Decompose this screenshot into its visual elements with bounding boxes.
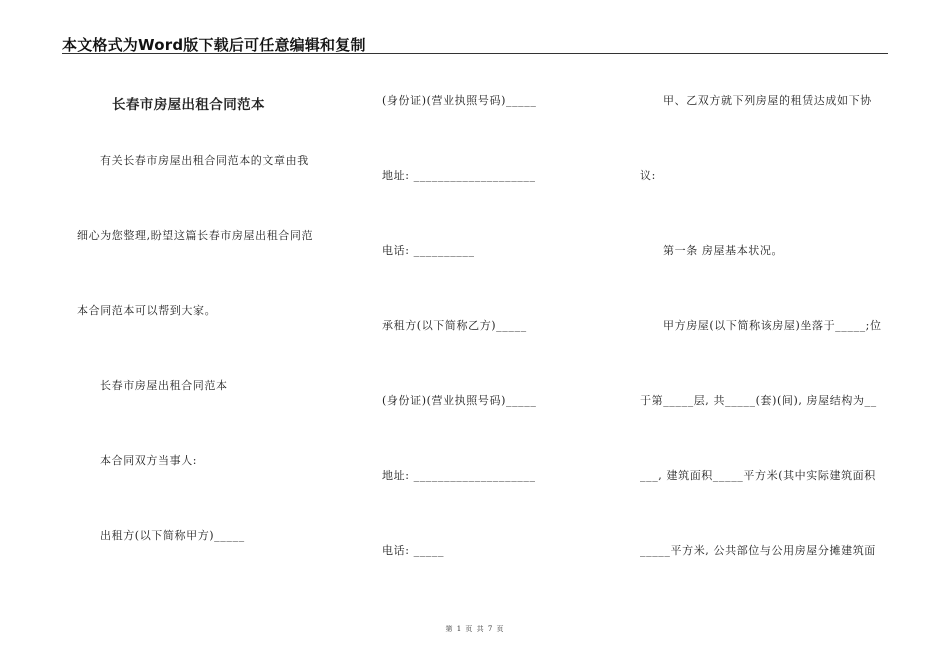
paragraph-line: 甲、乙双方就下列房屋的租赁达成如下协 [663, 94, 872, 107]
paragraph-line: 第一条 房屋基本状况。 [663, 244, 784, 257]
paragraph-line: (身份证)(营业执照号码)_____ [382, 94, 537, 107]
page-header-title: 本文格式为Word版下载后可任意编辑和复制 [62, 36, 366, 54]
paragraph-line: (身份证)(营业执照号码)_____ [382, 394, 537, 407]
paragraph-line: 细心为您整理,盼望这篇长春市房屋出租合同范 [77, 229, 314, 242]
paragraph-line: 承租方(以下简称乙方)_____ [382, 319, 527, 332]
paragraph-line: 本合同双方当事人: [100, 454, 198, 467]
paragraph-line: 出租方(以下简称甲方)_____ [100, 529, 245, 542]
paragraph-line: 地址: ____________________ [382, 169, 536, 182]
paragraph-line: 电话: _____ [382, 544, 445, 557]
paragraph-line: 长春市房屋出租合同范本 [100, 379, 228, 392]
paragraph-line: 有关长春市房屋出租合同范本的文章由我 [100, 154, 309, 167]
paragraph-line: _____平方米, 公共部位与公用房屋分摊建筑面 [640, 544, 876, 557]
paragraph-line: 甲方房屋(以下简称该房屋)坐落于_____;位 [663, 319, 882, 332]
paragraph-line: 地址: ____________________ [382, 469, 536, 482]
paragraph-line: 电话: __________ [382, 244, 475, 257]
page-number: 第 1 页 共 7 页 [445, 625, 505, 633]
paragraph-line: 本合同范本可以帮到大家。 [77, 304, 217, 317]
paragraph-line: 议: [640, 169, 656, 182]
paragraph-line: 于第_____层, 共_____(套)(间), 房屋结构为__ [640, 394, 877, 407]
doc-title: 长春市房屋出租合同范本 [112, 97, 265, 113]
paragraph-line: ___, 建筑面积_____平方米(其中实际建筑面积 [640, 469, 876, 482]
header-divider [62, 53, 888, 54]
